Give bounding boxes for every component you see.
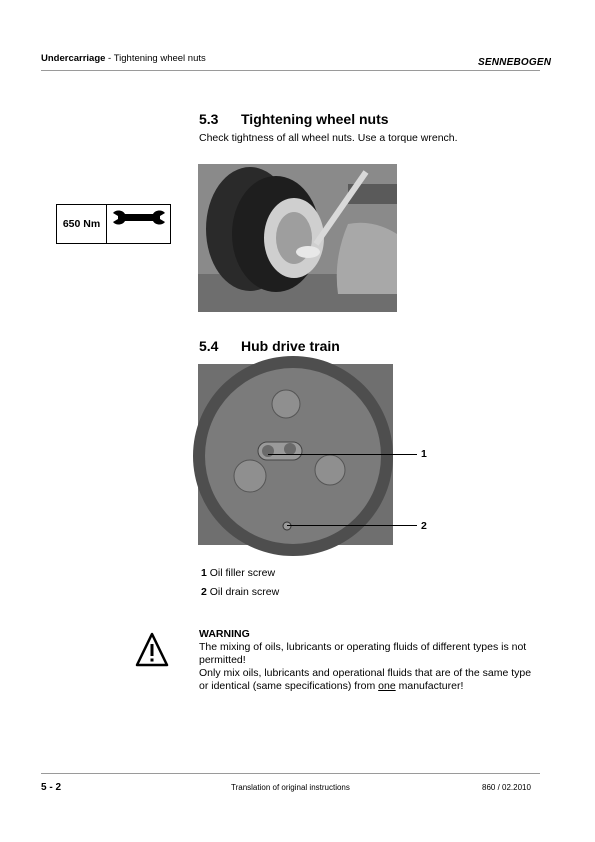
legend-item-2 [201,586,279,598]
warning-line-1: The mixing of oils, lubricants or operating fluids of different types is not permitted! [199,641,527,666]
header-subtitle: - Tightening wheel nuts [105,53,206,64]
warning-text [199,641,539,693]
footer-divider [41,773,540,774]
warning-triangle-icon [135,632,169,673]
header-section: Undercarriage [41,53,106,64]
page-header [41,53,206,64]
callout-2-leader [287,525,417,526]
warning-line-2-end: manufacturer! [395,680,464,692]
callout-1-leader [268,454,417,455]
brand-logo [478,55,552,70]
warning-emphasis: one [378,680,396,692]
warning-title: WARNING [199,628,250,640]
svg-text:SENNEBOGEN: SENNEBOGEN [478,57,552,68]
legend-item-1 [201,567,275,579]
legend-number: 2 [201,586,207,598]
section-heading-5-3 [199,111,389,127]
callout-1-label: 1 [421,448,427,460]
section-number: 5.4 [199,338,219,354]
section-title: Hub drive train [241,338,340,354]
section-title: Tightening wheel nuts [241,111,389,127]
footer-version: 860 / 02.2010 [482,783,531,792]
callout-2-label: 2 [421,520,427,532]
wrench-icon [111,208,167,228]
legend-text: Oil filler screw [206,567,276,579]
legend-text: Oil drain screw [206,586,280,598]
section-heading-5-4 [199,338,340,354]
tool-cell [107,205,170,243]
section-5-3-text: Check tightness of all wheel nuts. Use a torque wrench. [199,132,458,144]
legend-number: 1 [201,567,207,579]
header-divider [41,70,540,71]
page-number: 5 - 2 [41,782,62,793]
warning-line-2-start: Only mix oils, lubricants and operational fluids that are of the same type or identical (same specifications) from [199,667,532,692]
torque-spec-box [56,204,171,244]
warning-line-2 [199,667,539,693]
footer-note: Translation of original instructions [231,783,350,792]
section-number: 5.3 [199,111,219,127]
tyre-wrench-image [198,164,397,312]
wheel-nut-photo [198,164,397,312]
torque-value: 650 Nm [57,205,107,243]
sennebogen-logo-icon [478,55,552,68]
